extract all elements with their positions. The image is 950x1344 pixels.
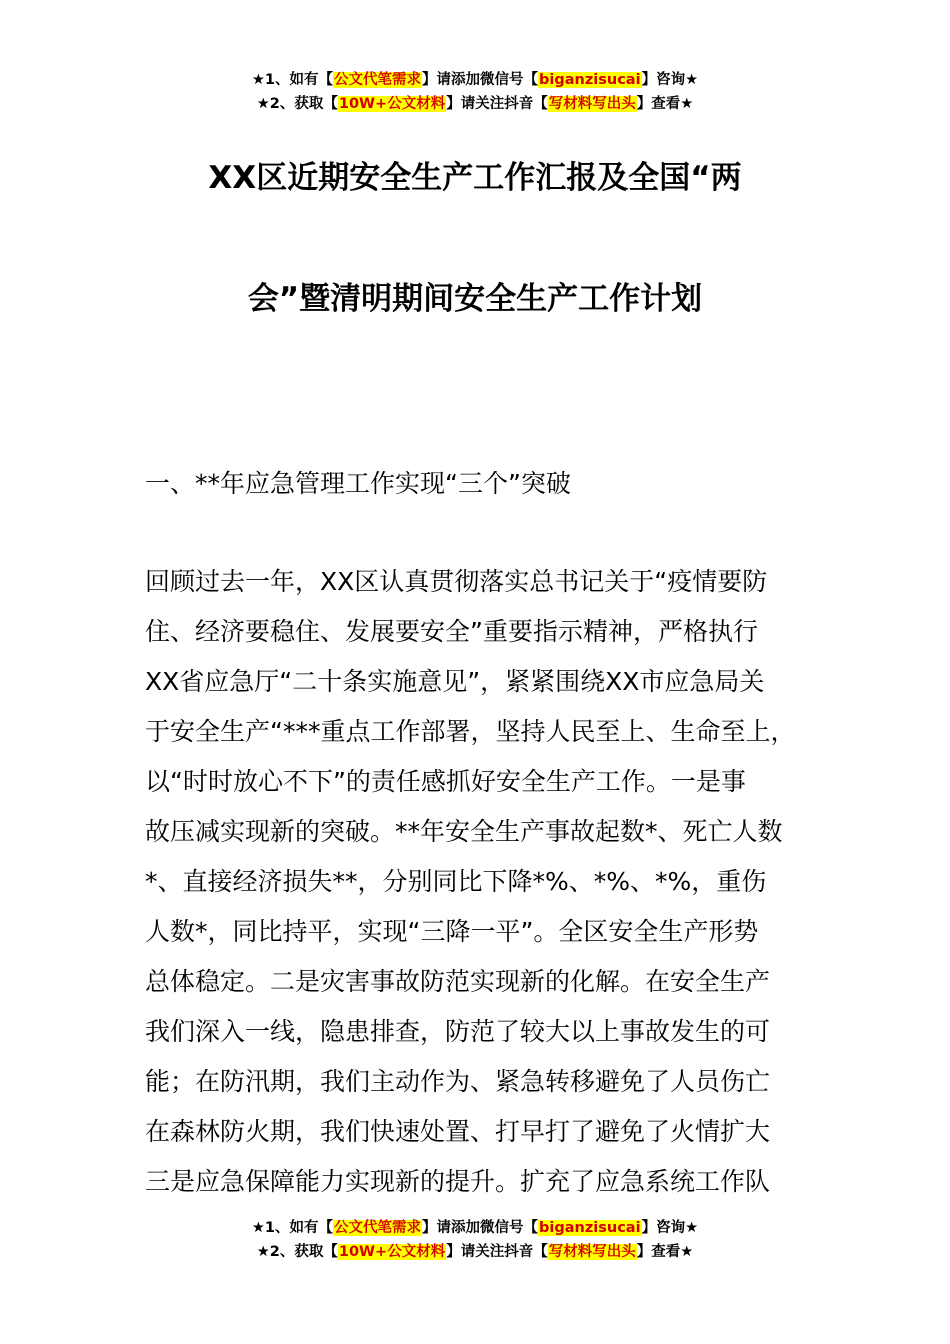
promo-line-2-prefix: ★2、获取【: [256, 96, 338, 112]
body-line: *、直接经济损失**，分别同比下降*%、*%、*%，重伤: [145, 867, 767, 896]
footer-promo-line-1-middle: 】请添加微信号【: [422, 1220, 539, 1236]
header-promo-banner: [0, 69, 950, 117]
promo-line-2-middle: 】请关注抖音【: [446, 96, 548, 112]
footer-promo-line-2-suffix: 】查看★: [636, 1244, 694, 1260]
body-line: 三是应急保障能力实现新的提升。扩充了应急系统工作队: [145, 1167, 771, 1196]
footer-promo-line-1-prefix: ★1、如有【: [251, 1220, 334, 1236]
footer-promo-highlight-ghostwriting: 公文代笔需求: [334, 1220, 422, 1236]
promo-highlight-wechat-id: biganzisucai: [539, 72, 641, 88]
body-line: 以“时时放心不下”的责任感抓好安全生产工作。一是事: [145, 767, 746, 796]
body-line: 故压减实现新的突破。**年安全生产事故起数*、死亡人数: [145, 817, 783, 846]
body-line: 住、经济要稳住、发展要安全”重要指示精神，严格执行: [145, 617, 758, 646]
promo-line-1-middle: 】请添加微信号【: [422, 72, 539, 88]
footer-promo-line-2-middle: 】请关注抖音【: [446, 1244, 548, 1260]
body-line: 在森林防火期，我们快速处置、打早打了避免了火情扩大: [145, 1117, 771, 1146]
footer-promo-line-1-suffix: 】咨询★: [641, 1220, 699, 1236]
footer-promo-line-1: [0, 1217, 950, 1241]
body-line: 回顾过去一年，XX区认真贯彻落实总书记关于“疫情要防: [145, 567, 768, 596]
footer-promo-highlight-douyin: 写材料写出头: [548, 1244, 636, 1260]
promo-line-2-suffix: 】查看★: [636, 96, 694, 112]
promo-line-1-suffix: 】咨询★: [641, 72, 699, 88]
footer-promo-banner: [0, 1217, 950, 1265]
body-line: 能；在防汛期，我们主动作为、紧急转移避免了人员伤亡: [145, 1067, 771, 1096]
body-paragraph: [145, 562, 845, 1212]
footer-promo-highlight-materials: 10W+公文材料: [338, 1244, 446, 1260]
promo-highlight-douyin: 写材料写出头: [548, 96, 636, 112]
body-line: 于安全生产“***重点工作部署，坚持人民至上、生命至上，: [145, 717, 796, 746]
body-line: 人数*，同比持平，实现“三降一平”。全区安全生产形势: [145, 917, 759, 946]
document-title-line-1: XX区近期安全生产工作汇报及全国“两: [208, 160, 742, 196]
promo-line-1-prefix: ★1、如有【: [251, 72, 334, 88]
promo-line-2: [0, 93, 950, 117]
body-line: XX省应急厅“二十条实施意见”，紧紧围绕XX市应急局关: [145, 667, 765, 696]
promo-line-1: [0, 69, 950, 93]
promo-highlight-materials: 10W+公文材料: [338, 96, 446, 112]
promo-highlight-ghostwriting: 公文代笔需求: [334, 72, 422, 88]
section-heading: 一、**年应急管理工作实现“三个”突破: [145, 469, 571, 498]
footer-promo-line-2-prefix: ★2、获取【: [256, 1244, 338, 1260]
footer-promo-line-2: [0, 1241, 950, 1265]
footer-promo-highlight-wechat-id: biganzisucai: [539, 1220, 641, 1236]
body-line: 我们深入一线，隐患排查，防范了较大以上事故发生的可: [145, 1017, 771, 1046]
body-line: 总体稳定。二是灾害事故防范实现新的化解。在安全生产: [145, 967, 771, 996]
document-title-line-2: 会”暨清明期间安全生产工作计划: [247, 281, 703, 317]
